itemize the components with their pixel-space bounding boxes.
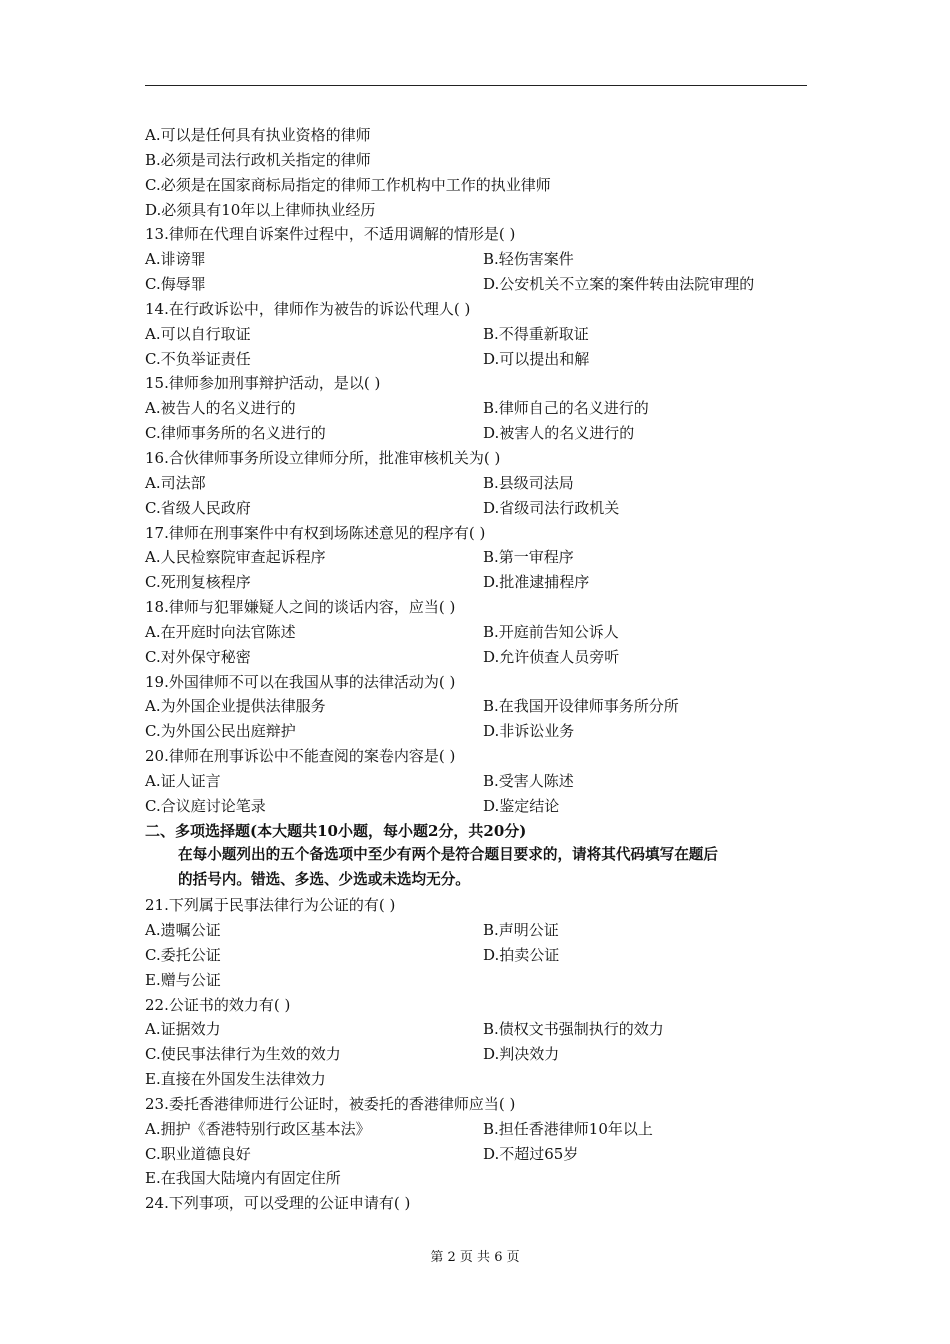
option-left: C.合议庭讨论笔录 xyxy=(145,796,266,815)
option-left: A.被告人的名义进行的 xyxy=(145,399,296,418)
option-right: D.允许侦查人员旁听 xyxy=(483,647,620,666)
option-right: B.在我国开设律师事务所分所 xyxy=(483,697,679,716)
text-line: 24.下列事项，可以受理的公证申请有( ) xyxy=(145,1194,411,1213)
option-right: B.担任香港律师10年以上 xyxy=(483,1119,653,1138)
option-row xyxy=(145,769,815,794)
option-row xyxy=(145,794,815,819)
option-left: A.人民检察院审查起诉程序 xyxy=(145,548,326,567)
option-right: D.省级司法行政机关 xyxy=(483,498,620,517)
option-row xyxy=(145,1117,815,1142)
option-row xyxy=(145,694,815,719)
text-line: B.必须是司法行政机关指定的律师 xyxy=(145,150,371,169)
text-line: 20.律师在刑事诉讼中不能查阅的案卷内容是( ) xyxy=(145,747,456,766)
option-right: B.声明公证 xyxy=(483,921,559,939)
option-left: C.委托公证 xyxy=(145,945,221,964)
option-left: C.职业道德良好 xyxy=(145,1144,251,1163)
option-row xyxy=(145,719,815,744)
text-line: E.赠与公证 xyxy=(145,970,221,989)
text-line: 16.合伙律师事务所设立律师分所，批准审核机关为( ) xyxy=(145,448,501,467)
option-row xyxy=(145,496,815,521)
option-right: B.不得重新取证 xyxy=(483,324,589,343)
page-footer: 第 2 页 共 6 页 xyxy=(430,1250,520,1265)
option-left: A.在开庭时向法官陈述 xyxy=(145,622,296,641)
section-heading: 二、多项选择题(本大题共10小题，每小题2分，共20分) xyxy=(145,821,527,840)
option-left: A.拥护《香港特别行政区基本法》 xyxy=(145,1119,371,1138)
document-body xyxy=(145,123,815,1216)
option-row xyxy=(145,570,815,595)
text-line: 15.律师参加刑事辩护活动，是以( ) xyxy=(145,374,381,393)
option-right: D.被害人的名义进行的 xyxy=(483,424,635,443)
option-left: C.使民事法律行为生效的效力 xyxy=(145,1045,341,1064)
option-right: D.拍卖公证 xyxy=(483,945,560,964)
option-right: B.律师自己的名义进行的 xyxy=(483,399,649,418)
option-right: D.可以提出和解 xyxy=(483,349,590,368)
option-right: B.县级司法局 xyxy=(483,473,574,492)
option-right: D.批准逮捕程序 xyxy=(483,573,590,592)
text-line: 14.在行政诉讼中，律师作为被告的诉讼代理人( ) xyxy=(145,299,471,318)
option-left: C.侮辱罪 xyxy=(145,275,206,294)
option-row xyxy=(145,272,815,297)
option-right: B.受害人陈述 xyxy=(483,771,574,790)
option-right: B.轻伤害案件 xyxy=(483,250,574,269)
option-left: A.司法部 xyxy=(145,473,206,492)
option-row xyxy=(145,918,815,943)
text-line: 17.律师在刑事案件中有权到场陈述意见的程序有( ) xyxy=(145,523,486,542)
option-left: C.省级人民政府 xyxy=(145,498,251,517)
text-line: D.必须具有10年以上律师执业经历 xyxy=(145,200,376,219)
option-right: D.公安机关不立案的案件转由法院审理的 xyxy=(483,275,755,294)
option-left: C.律师事务所的名义进行的 xyxy=(145,424,326,443)
option-left: A.证人证言 xyxy=(145,771,221,790)
text-line: 19.外国律师不可以在我国从事的法律活动为( ) xyxy=(145,672,456,691)
option-row xyxy=(145,421,815,446)
option-left: C.为外国公民出庭辩护 xyxy=(145,722,296,741)
option-row xyxy=(145,1017,815,1042)
text-line: E.直接在外国发生法律效力 xyxy=(145,1070,326,1089)
text-line: 22.公证书的效力有( ) xyxy=(145,995,291,1014)
option-row xyxy=(145,620,815,645)
option-right: D.判决效力 xyxy=(483,1045,560,1064)
option-left: A.遗嘱公证 xyxy=(145,921,221,939)
section-instruction: 的括号内。错选、多选、少选或未选均无分。 xyxy=(178,871,470,889)
text-line: 21.下列属于民事法律行为公证的有( ) xyxy=(145,896,396,915)
header-rule xyxy=(145,85,807,86)
option-row xyxy=(145,645,815,670)
option-row xyxy=(145,247,815,272)
text-line: E.在我国大陆境内有固定住所 xyxy=(145,1169,341,1188)
option-left: C.死刑复核程序 xyxy=(145,573,251,592)
option-row xyxy=(145,545,815,570)
option-left: A.可以自行取证 xyxy=(145,324,251,343)
section-instruction: 在每小题列出的五个备选项中至少有两个是符合题目要求的，请将其代码填写在题后 xyxy=(178,846,718,864)
option-right: D.非诉讼业务 xyxy=(483,722,575,741)
text-line: C.必须是在国家商标局指定的律师工作机构中工作的执业律师 xyxy=(145,175,551,194)
option-row xyxy=(145,1142,815,1167)
option-right: B.开庭前告知公诉人 xyxy=(483,622,619,641)
option-row xyxy=(145,1042,815,1067)
option-left: C.不负举证责任 xyxy=(145,349,251,368)
text-line: 13.律师在代理自诉案件过程中，不适用调解的情形是( ) xyxy=(145,225,516,244)
option-row xyxy=(145,471,815,496)
option-left: A.诽谤罪 xyxy=(145,250,206,269)
option-right: B.债权文书强制执行的效力 xyxy=(483,1020,664,1039)
option-right: D.鉴定结论 xyxy=(483,796,560,815)
text-line: A.可以是任何具有执业资格的律师 xyxy=(145,126,371,144)
option-row xyxy=(145,322,815,347)
option-left: C.对外保守秘密 xyxy=(145,647,251,666)
option-left: A.为外国企业提供法律服务 xyxy=(145,697,326,716)
option-row xyxy=(145,347,815,372)
option-row xyxy=(145,943,815,968)
text-line: 18.律师与犯罪嫌疑人之间的谈话内容，应当( ) xyxy=(145,598,456,617)
option-left: A.证据效力 xyxy=(145,1020,221,1039)
option-right: B.第一审程序 xyxy=(483,548,574,567)
text-line: 23.委托香港律师进行公证时，被委托的香港律师应当( ) xyxy=(145,1094,516,1113)
option-row xyxy=(145,396,815,421)
option-right: D.不超过65岁 xyxy=(483,1144,579,1163)
